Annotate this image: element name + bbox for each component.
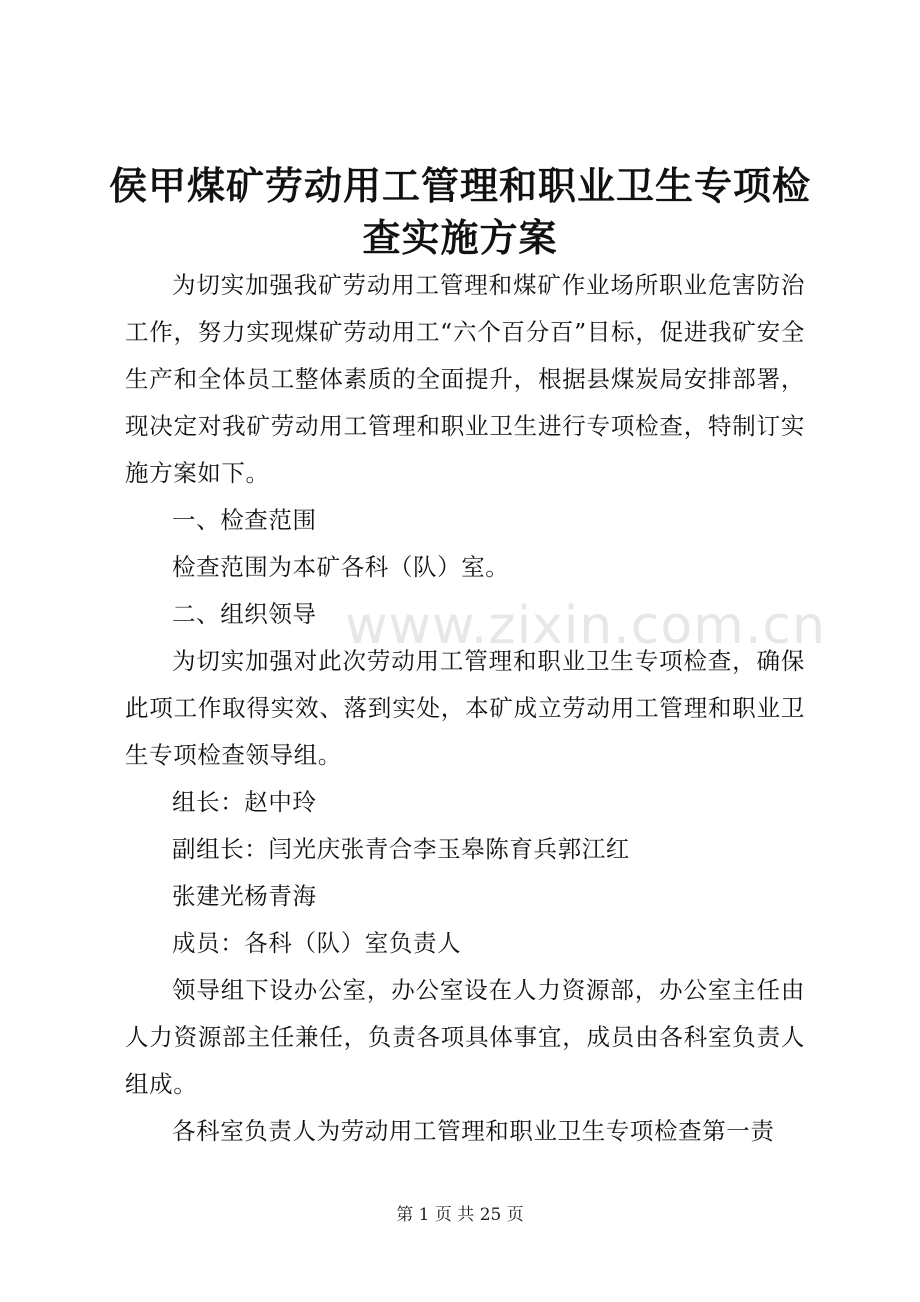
paragraph-leader: 组长：赵中玲: [172, 788, 317, 816]
paragraph-responsibility: 各科室负责人为劳动用工管理和职业卫生专项检查第一责: [172, 1117, 775, 1145]
section-heading-scope: 一、检查范围: [172, 506, 317, 534]
section-heading-leadership: 二、组织领导: [172, 600, 317, 628]
paragraph-scope: 检查范围为本矿各科（队）室。: [172, 553, 510, 581]
paragraph-members: 成员：各科（队）室负责人: [172, 929, 462, 957]
paragraph-deputy-leaders: 副组长：闫光庆张青合李玉皋陈育兵郭江红: [172, 835, 630, 863]
document-body: [125, 262, 805, 1155]
watermark: www.zixin.com.cn: [345, 596, 826, 656]
paragraph-leadership: 为切实加强对此次劳动用工管理和职业卫生专项检查，确保此项工作取得实效、落到实处，本矿成立劳动用工管理和职业卫生专项检查领导组。: [125, 647, 805, 769]
document-title: 侯甲煤矿劳动用工管理和职业卫生专项检查实施方案: [108, 163, 811, 260]
paragraph-deputy-leaders-cont: 张建光杨青海: [172, 882, 317, 910]
page-footer: 第 1 页 共 25 页: [396, 1205, 524, 1225]
paragraph-intro: 为切实加强我矿劳动用工管理和煤矿作业场所职业危害防治工作，努力实现煤矿劳动用工“六个百分百”目标，促进我矿安全生产和全体员工整体素质的全面提升，根据县煤炭局安排部署，现决定对我矿劳动用工管理和职业卫生进行专项检查，特制订实施方案如下。: [125, 271, 805, 487]
paragraph-office: 领导组下设办公室，办公室设在人力资源部，办公室主任由人力资源部主任兼任，负责各项具体事宜，成员由各科室负责人组成。: [125, 976, 805, 1098]
